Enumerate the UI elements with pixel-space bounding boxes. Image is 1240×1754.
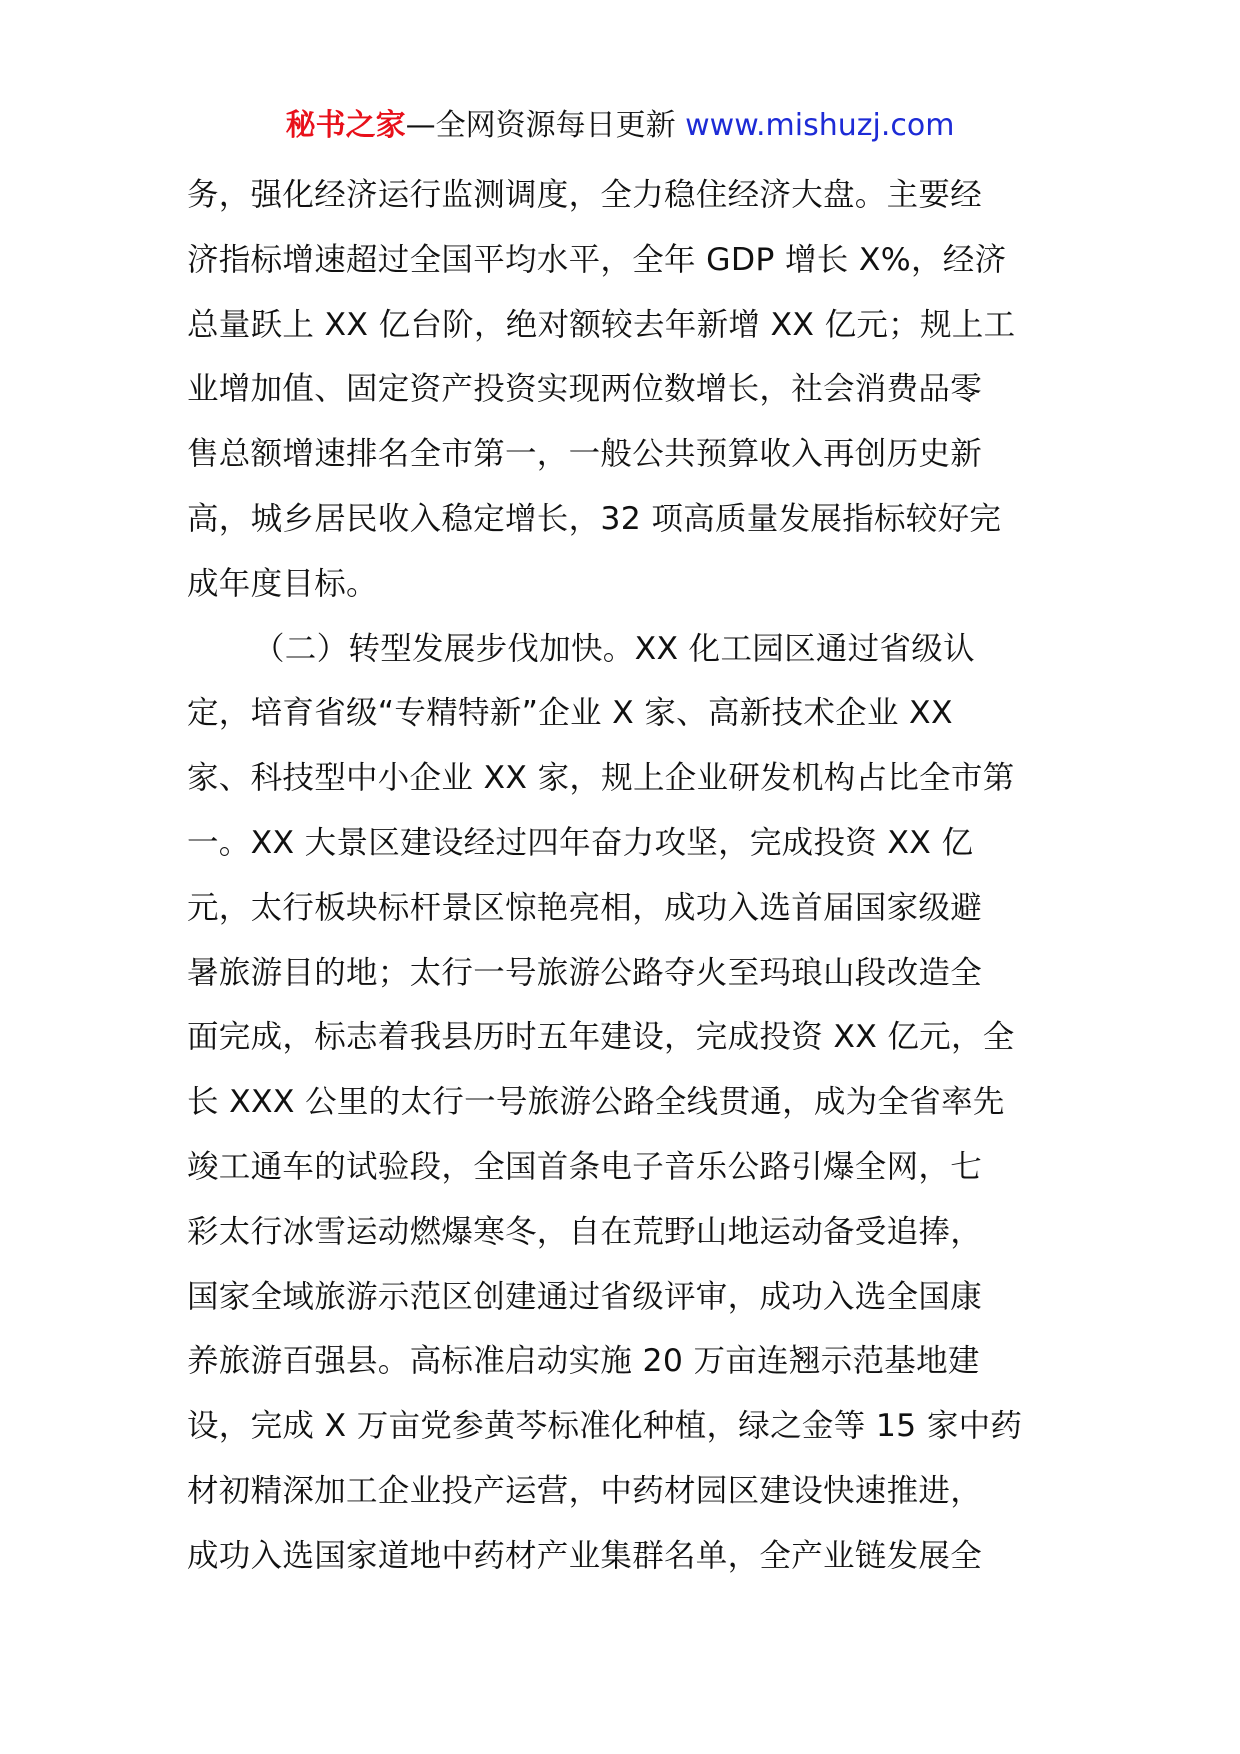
text-line: 售总额增速排名全市第一，一般公共预算收入再创历史新 (187, 436, 983, 473)
page-header (0, 104, 1240, 148)
website-link[interactable]: www.mishuzj.com (685, 108, 955, 143)
text-line: 总量跃上 XX 亿台阶，绝对额较去年新增 XX 亿元；规上工 (187, 306, 1016, 343)
document-body (187, 163, 1067, 1589)
text-line: 济指标增速超过全国平均水平，全年 GDP 增长 X%，经济 (187, 241, 1007, 278)
text-line: 定，培育省级“专精特新”企业 X 家、高新技术企业 XX (187, 695, 953, 732)
text-line: 暑旅游目的地；太行一号旅游公路夺火至玛琅山段改造全 (187, 954, 983, 991)
text-line: 材初精深加工企业投产运营，中药材园区建设快速推进， (187, 1472, 983, 1509)
text-line: 成功入选国家道地中药材产业集群名单，全产业链发展全 (187, 1537, 983, 1574)
text-line: 面完成，标志着我县历时五年建设，完成投资 XX 亿元，全 (187, 1019, 1015, 1056)
text-line: 高，城乡居民收入稳定增长，32 项高质量发展指标较好完 (187, 500, 1002, 537)
text-line: 务，强化经济运行监测调度，全力稳住经济大盘。主要经 (187, 177, 983, 213)
brand-name: 秘书之家 (285, 108, 406, 143)
text-line: 长 XXX 公里的太行一号旅游公路全线贯通，成为全省率先 (187, 1084, 1005, 1121)
text-line: 成年度目标。 (187, 565, 378, 602)
text-line: 元，太行板块标杆景区惊艳亮相，成功入选首届国家级避 (187, 889, 983, 926)
text-line: 家、科技型中小企业 XX 家，规上企业研发机构占比全市第 (187, 760, 1015, 797)
text-line: 养旅游百强县。高标准启动实施 20 万亩连翘示范基地建 (187, 1343, 980, 1380)
text-line: 设，完成 X 万亩党参黄芩标准化种植，绿之金等 15 家中药 (187, 1408, 1023, 1445)
text-line: 竣工通车的试验段，全国首条电子音乐公路引爆全网，七 (187, 1148, 983, 1185)
text-line: 业增加值、固定资产投资实现两位数增长，社会消费品零 (187, 371, 983, 408)
text-line: 彩太行冰雪运动燃爆寒冬，自在荒野山地运动备受追捧， (187, 1213, 983, 1250)
text-line: 国家全域旅游示范区创建通过省级评审，成功入选全国康 (187, 1278, 983, 1315)
header-tagline: —全网资源每日更新 (405, 108, 686, 143)
text-line: 一。XX 大景区建设经过四年奋力攻坚，完成投资 XX 亿 (187, 824, 974, 861)
section-heading-line: （二）转型发展步伐加快。XX 化工园区通过省级认 (253, 630, 975, 667)
